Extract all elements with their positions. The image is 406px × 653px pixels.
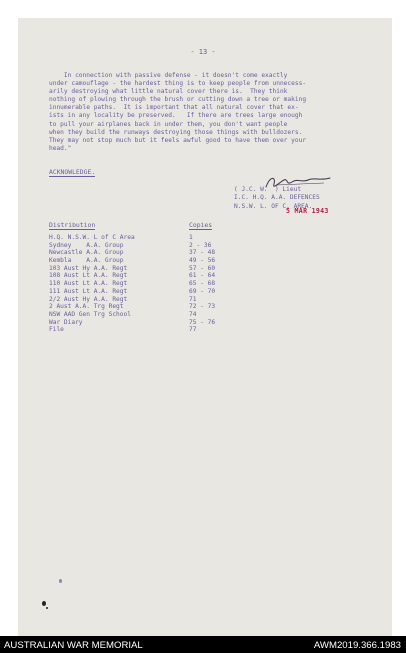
distribution-copies: 71 xyxy=(189,295,197,303)
distribution-copies: 69 - 70 xyxy=(189,287,216,295)
distribution-copies: 74 xyxy=(189,310,197,318)
distribution-copies: 2 - 36 xyxy=(189,241,212,249)
distribution-name: 108 Aust Lt A.A. Regt xyxy=(49,272,128,280)
distribution-copies: 61 - 64 xyxy=(189,272,216,280)
distribution-name: Sydney A.A. Group xyxy=(49,241,124,249)
list-item xyxy=(49,242,349,250)
distribution-name: H.Q. N.S.W. L of C Area xyxy=(49,234,135,241)
distribution-copies: 77 xyxy=(189,326,197,334)
distribution-name: 111 Aust Lt A.A. Regt xyxy=(49,287,128,295)
list-item xyxy=(49,272,349,280)
date-stamp: 5 MAR 1943 xyxy=(286,207,329,215)
body-paragraph: In connection with passive defense - it doesn't come exactly under camouflage - the hardest thing is to keep people from unnecess- arily destroying what little natural cover there is. They think nothing of plowing through the brush or cutting down a tree or making innumerable paths. It is important that all natural cover that ex- ists in any locality be preserved. If there are trees large enough to pull your airplanes back in under them, you don't want people when they build the runways destroying those things with bulldozers. They may not stop much but it feels awful good to have them over your head." xyxy=(49,72,307,152)
distribution-list xyxy=(49,234,349,334)
distribution-name: NSW AAD Gen Trg School xyxy=(49,310,131,318)
distribution-copies: 49 - 56 xyxy=(189,257,216,265)
list-item xyxy=(49,265,349,273)
list-item xyxy=(49,303,349,311)
list-item xyxy=(49,249,349,257)
footer-bar xyxy=(0,636,406,653)
list-item xyxy=(49,288,349,296)
ink-mark xyxy=(59,579,62,583)
distribution-copies: 65 - 68 xyxy=(189,280,216,288)
list-item xyxy=(49,319,349,327)
footer-institution: AUSTRALIAN WAR MEMORIAL xyxy=(4,640,143,651)
distribution-name: War Diary xyxy=(49,318,83,326)
distribution-copies: 72 - 73 xyxy=(189,303,216,311)
distribution-name: 103 Aust Hy A.A. Regt xyxy=(49,264,128,272)
distribution-copies: 37 - 48 xyxy=(189,249,216,257)
list-item xyxy=(49,280,349,288)
distribution-copies: 1 xyxy=(189,234,193,241)
acknowledge-heading: ACKNOWLEDGE. xyxy=(49,168,96,176)
list-item xyxy=(49,326,349,334)
distribution-name: 110 Aust Lt A.A. Regt xyxy=(49,280,128,288)
list-item xyxy=(49,234,349,242)
distribution-name: 2/2 Aust Hy A.A. Regt xyxy=(49,295,128,303)
page-number: - 13 - xyxy=(190,48,216,56)
distribution-name: Kembla A.A. Group xyxy=(49,257,124,265)
distribution-name: 2 Aust A.A. Trg Regt xyxy=(49,303,124,311)
footer-accession-number: AWM2019.366.1983 xyxy=(313,640,401,651)
distribution-heading: Distribution xyxy=(49,221,96,229)
signature-block: ( J.C. W. ) Lieut I.C. H.Q. A.A. DEFENCES N.S.W. L. OF C. AREA. xyxy=(234,186,320,210)
list-item xyxy=(49,296,349,304)
copies-heading: Copies xyxy=(189,221,213,229)
ink-blot xyxy=(42,601,46,606)
list-item xyxy=(49,311,349,319)
distribution-copies: 57 - 60 xyxy=(189,264,216,272)
distribution-name: File xyxy=(49,326,64,334)
list-item xyxy=(49,257,349,265)
distribution-name: Newcastle A.A. Group xyxy=(49,249,124,257)
distribution-copies: 75 - 76 xyxy=(189,318,216,326)
ink-blot xyxy=(46,607,48,609)
